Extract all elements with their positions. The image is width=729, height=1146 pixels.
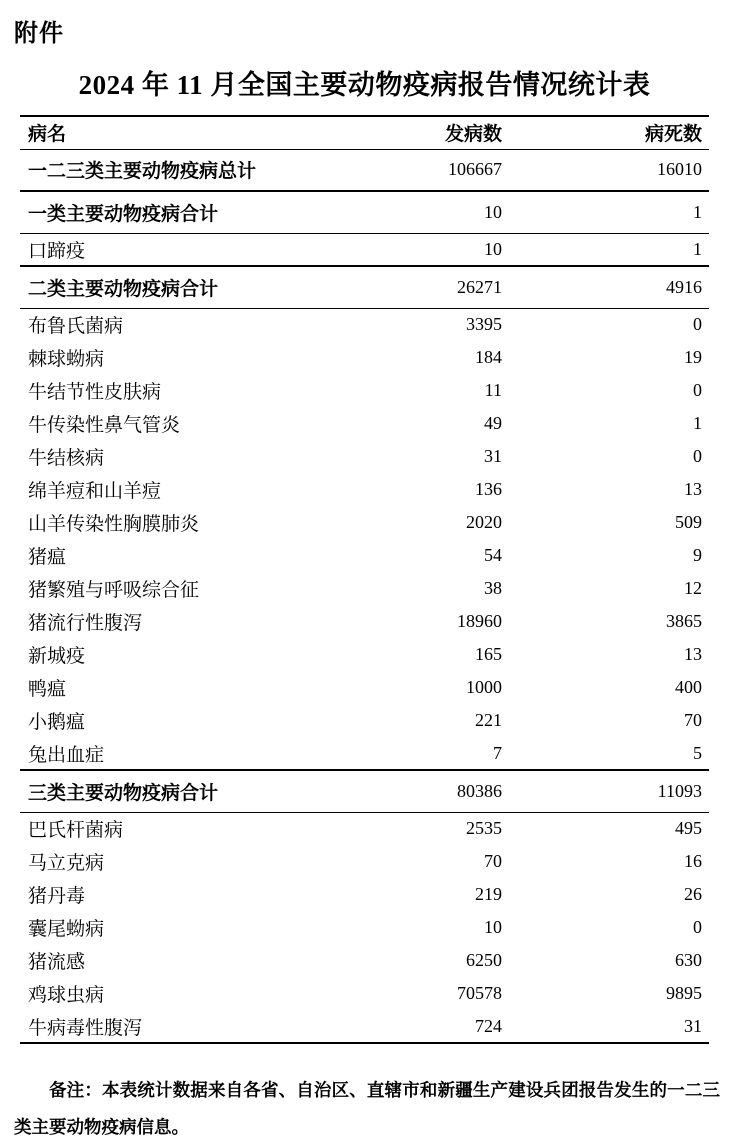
- case-count-cell: 2020: [466, 512, 502, 532]
- column-header-disease-name: 病名: [28, 124, 67, 146]
- table-row: [20, 671, 709, 704]
- table-row: [20, 440, 709, 473]
- disease-name-cell: 兔出血症: [28, 744, 105, 766]
- table-row: [20, 770, 709, 812]
- death-count-cell: 0: [693, 380, 702, 400]
- table-row: [20, 605, 709, 638]
- table-row: [20, 977, 709, 1010]
- table-body: [20, 149, 709, 1043]
- death-count-cell: 19: [684, 347, 702, 367]
- disease-name-cell: 牛结节性皮肤病: [28, 382, 162, 403]
- case-count-cell: 10: [484, 917, 502, 937]
- death-count-cell: 16: [684, 851, 702, 871]
- table-row: [20, 878, 709, 911]
- disease-name-cell: 鸡球虫病: [28, 985, 105, 1006]
- table-row: [20, 407, 709, 440]
- disease-name-cell: 猪流行性腹泻: [28, 613, 143, 634]
- disease-statistics-table: [20, 115, 709, 1044]
- disease-name-cell: 布鲁氏菌病: [28, 316, 124, 338]
- table-row: [20, 266, 709, 308]
- death-count-cell: 11093: [657, 780, 702, 801]
- death-count-cell: 9895: [666, 983, 702, 1003]
- disease-name-cell: 新城疫: [28, 646, 86, 667]
- case-count-cell: 49: [484, 413, 502, 433]
- case-count-cell: 106667: [448, 159, 502, 180]
- case-count-cell: 11: [484, 380, 502, 400]
- death-count-cell: 400: [675, 677, 702, 697]
- note-text: 备注：本表统计数据来自各省、自治区、直辖市和新疆生产建设兵团报告发生的一二三类主要动物疫病信息。: [14, 1080, 720, 1137]
- disease-name-cell: 山羊传染性胸膜肺炎: [28, 514, 200, 535]
- death-count-cell: 26: [684, 884, 702, 904]
- disease-name-cell: 猪繁殖与呼吸综合征: [28, 580, 200, 601]
- disease-name-cell: 绵羊痘和山羊痘: [28, 481, 162, 502]
- case-count-cell: 70: [484, 851, 502, 871]
- case-count-cell: 2535: [466, 818, 502, 839]
- table-row: [20, 539, 709, 572]
- death-count-cell: 13: [684, 479, 702, 499]
- death-count-cell: 495: [675, 818, 702, 839]
- disease-name-cell: 小鹅瘟: [28, 712, 86, 733]
- disease-name-cell: 一二三类主要动物疫病总计: [28, 161, 257, 183]
- death-count-cell: 1: [693, 238, 702, 259]
- table-row: [20, 473, 709, 506]
- table-row: [20, 341, 709, 374]
- disease-name-cell: 鸭瘟: [28, 679, 67, 700]
- case-count-cell: 1000: [466, 677, 502, 697]
- death-count-cell: 1: [693, 201, 702, 222]
- column-header-case-count: 发病数: [444, 124, 502, 146]
- disease-name-cell: 牛病毒性腹泻: [28, 1017, 143, 1039]
- table-row: [20, 737, 709, 770]
- case-count-cell: 6250: [466, 950, 502, 970]
- death-count-cell: 70: [684, 710, 702, 730]
- case-count-cell: 219: [475, 884, 502, 904]
- disease-name-cell: 猪丹毒: [28, 886, 86, 907]
- table-row: [20, 149, 709, 191]
- death-count-cell: 0: [693, 446, 702, 466]
- case-count-cell: 7: [493, 742, 502, 763]
- table-row: [20, 191, 709, 233]
- death-count-cell: 4916: [666, 276, 702, 297]
- case-count-cell: 31: [484, 446, 502, 466]
- case-count-cell: 10: [484, 238, 502, 259]
- case-count-cell: 26271: [457, 276, 502, 297]
- disease-name-cell: 棘球蚴病: [28, 349, 105, 370]
- case-count-cell: 10: [484, 201, 502, 222]
- case-count-cell: 3395: [466, 314, 502, 335]
- case-count-cell: 38: [484, 578, 502, 598]
- disease-name-cell: 二类主要动物疫病合计: [28, 278, 219, 300]
- column-header-death-count: 病死数: [644, 124, 702, 146]
- death-count-cell: 0: [693, 314, 702, 335]
- death-count-cell: 13: [684, 644, 702, 664]
- death-count-cell: 509: [675, 512, 702, 532]
- death-count-cell: 630: [675, 950, 702, 970]
- case-count-cell: 221: [475, 710, 502, 730]
- table-row: [20, 506, 709, 539]
- death-count-cell: 0: [693, 917, 702, 937]
- table-row: [20, 704, 709, 737]
- table-row: [20, 233, 709, 266]
- case-count-cell: 184: [475, 347, 502, 367]
- case-count-cell: 724: [475, 1015, 502, 1036]
- table-header-row: [20, 116, 709, 149]
- table-row: [20, 1010, 709, 1043]
- death-count-cell: 31: [684, 1015, 702, 1036]
- disease-name-cell: 牛传染性鼻气管炎: [28, 415, 181, 436]
- death-count-cell: 16010: [657, 159, 702, 180]
- table-row: [20, 308, 709, 341]
- page-title: 2024 年 11 月全国主要动物疫病报告情况统计表: [78, 70, 651, 100]
- table-row: [20, 845, 709, 878]
- attachment-label: 附件: [14, 20, 64, 47]
- case-count-cell: 70578: [457, 983, 502, 1003]
- death-count-cell: 3865: [666, 611, 702, 631]
- disease-name-cell: 猪瘟: [28, 547, 67, 568]
- disease-name-cell: 口蹄疫: [28, 240, 86, 262]
- disease-name-cell: 猪流感: [28, 952, 86, 973]
- table-row: [20, 944, 709, 977]
- death-count-cell: 1: [693, 413, 702, 433]
- disease-name-cell: 一类主要动物疫病合计: [28, 203, 219, 225]
- table-row: [20, 812, 709, 845]
- death-count-cell: 12: [684, 578, 702, 598]
- case-count-cell: 136: [475, 479, 502, 499]
- case-count-cell: 165: [475, 644, 502, 664]
- table-row: [20, 638, 709, 671]
- death-count-cell: 9: [693, 545, 702, 565]
- death-count-cell: 5: [693, 742, 702, 763]
- disease-name-cell: 巴氏杆菌病: [28, 820, 124, 842]
- table-row: [20, 374, 709, 407]
- case-count-cell: 54: [484, 545, 502, 565]
- disease-name-cell: 牛结核病: [28, 448, 105, 469]
- disease-name-cell: 囊尾蚴病: [28, 919, 105, 940]
- disease-name-cell: 三类主要动物疫病合计: [28, 782, 219, 804]
- case-count-cell: 18960: [457, 611, 502, 631]
- table-row: [20, 911, 709, 944]
- disease-name-cell: 马立克病: [28, 853, 105, 874]
- case-count-cell: 80386: [457, 780, 502, 801]
- table-row: [20, 572, 709, 605]
